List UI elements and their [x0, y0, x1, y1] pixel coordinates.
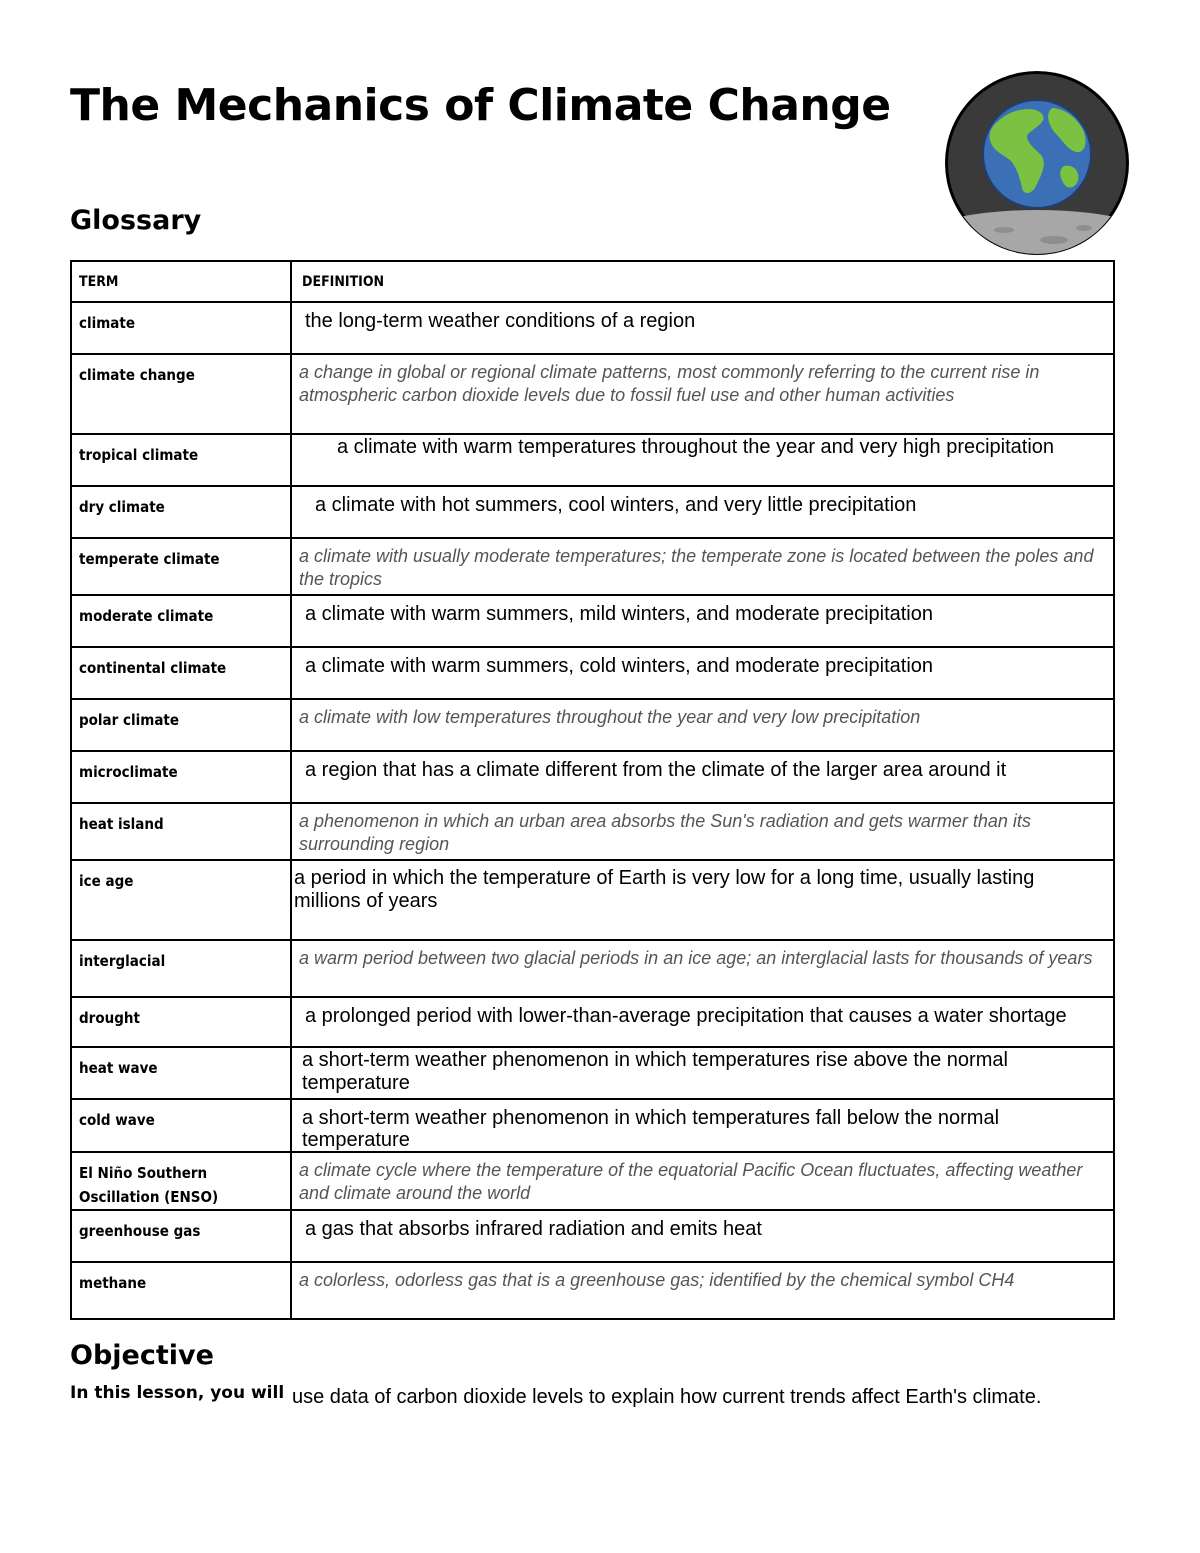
table-row: [71, 1262, 1114, 1319]
table-row: [71, 1047, 1114, 1099]
glossary-definition: a climate with warm temperatures throughout the year and very high precipitation: [291, 434, 1114, 486]
table-row: [71, 434, 1114, 486]
glossary-term: heat island: [71, 803, 291, 860]
page-title: The Mechanics of Climate Change: [70, 80, 891, 131]
table-row: [71, 1152, 1114, 1210]
earth-from-moon-icon: [944, 70, 1130, 256]
table-row: [71, 1210, 1114, 1262]
table-header-row: [71, 261, 1114, 302]
glossary-definition: a climate with low temperatures throughout the year and very low precipitation: [291, 699, 1114, 751]
glossary-definition: a phenomenon in which an urban area absorbs the Sun's radiation and gets warmer than its surrounding region: [291, 803, 1114, 860]
glossary-term: microclimate: [71, 751, 291, 803]
table-row: [71, 940, 1114, 997]
table-row: [71, 997, 1114, 1047]
glossary-definition: a warm period between two glacial periods in an ice age; an interglacial lasts for thousands of years: [291, 940, 1114, 997]
glossary-definition: a short-term weather phenomenon in which temperatures fall below the normal temperature: [291, 1099, 1114, 1152]
table-row: [71, 751, 1114, 803]
objective-text: use data of carbon dioxide levels to explain how current trends affect Earth's climate.: [292, 1386, 1042, 1408]
table-row: [71, 595, 1114, 647]
glossary-definition: a climate with warm summers, cold winters, and moderate precipitation: [291, 647, 1114, 699]
glossary-definition: a colorless, odorless gas that is a greenhouse gas; identified by the chemical symbol CH4: [291, 1262, 1114, 1319]
glossary-term: polar climate: [71, 699, 291, 751]
glossary-definition: a prolonged period with lower-than-average precipitation that causes a water shortage: [291, 997, 1114, 1047]
glossary-definition: the long-term weather conditions of a region: [291, 302, 1114, 354]
glossary-term: ice age: [71, 860, 291, 940]
glossary-term: heat wave: [71, 1047, 291, 1099]
glossary-term: El Niño Southern Oscillation (ENSO): [71, 1152, 291, 1210]
glossary-definition: a climate with warm summers, mild winters, and moderate precipitation: [291, 595, 1114, 647]
objective-heading: Objective: [70, 1340, 214, 1371]
glossary-term: climate change: [71, 354, 291, 434]
table-row: [71, 1099, 1114, 1152]
table-row: [71, 486, 1114, 538]
glossary-heading: Glossary: [70, 205, 202, 236]
glossary-definition: a region that has a climate different from the climate of the larger area around it: [291, 751, 1114, 803]
glossary-term: drought: [71, 997, 291, 1047]
glossary-definition: a climate with usually moderate temperatures; the temperate zone is located between the poles and the tropics: [291, 538, 1114, 595]
table-row: [71, 803, 1114, 860]
glossary-term: greenhouse gas: [71, 1210, 291, 1262]
glossary-definition: a short-term weather phenomenon in which temperatures rise above the normal temperature: [291, 1047, 1114, 1099]
glossary-term: moderate climate: [71, 595, 291, 647]
definition-column-header: DEFINITION: [291, 261, 1114, 302]
glossary-definition: a gas that absorbs infrared radiation and emits heat: [291, 1210, 1114, 1262]
glossary-definition: a climate with hot summers, cool winters, and very little precipitation: [291, 486, 1114, 538]
table-row: [71, 647, 1114, 699]
glossary-definition: a climate cycle where the temperature of the equatorial Pacific Ocean fluctuates, affecting weather and climate around the world: [291, 1152, 1114, 1210]
glossary-term: climate: [71, 302, 291, 354]
term-column-header: TERM: [71, 261, 291, 302]
table-row: [71, 354, 1114, 434]
glossary-definition: a change in global or regional climate patterns, most commonly referring to the current rise in atmospheric carbon dioxide levels due to fossil fuel use and other human activities: [291, 354, 1114, 434]
glossary-term: methane: [71, 1262, 291, 1319]
glossary-term: continental climate: [71, 647, 291, 699]
table-row: [71, 302, 1114, 354]
glossary-term: interglacial: [71, 940, 291, 997]
table-row: [71, 860, 1114, 940]
glossary-definition: a period in which the temperature of Earth is very low for a long time, usually lasting millions of years: [291, 860, 1114, 940]
objective-lead-text: In this lesson, you will: [70, 1383, 285, 1403]
glossary-term: temperate climate: [71, 538, 291, 595]
table-row: [71, 538, 1114, 595]
glossary-term: cold wave: [71, 1099, 291, 1152]
glossary-term: tropical climate: [71, 434, 291, 486]
glossary-table: [70, 260, 1115, 1320]
table-row: [71, 699, 1114, 751]
glossary-term: dry climate: [71, 486, 291, 538]
